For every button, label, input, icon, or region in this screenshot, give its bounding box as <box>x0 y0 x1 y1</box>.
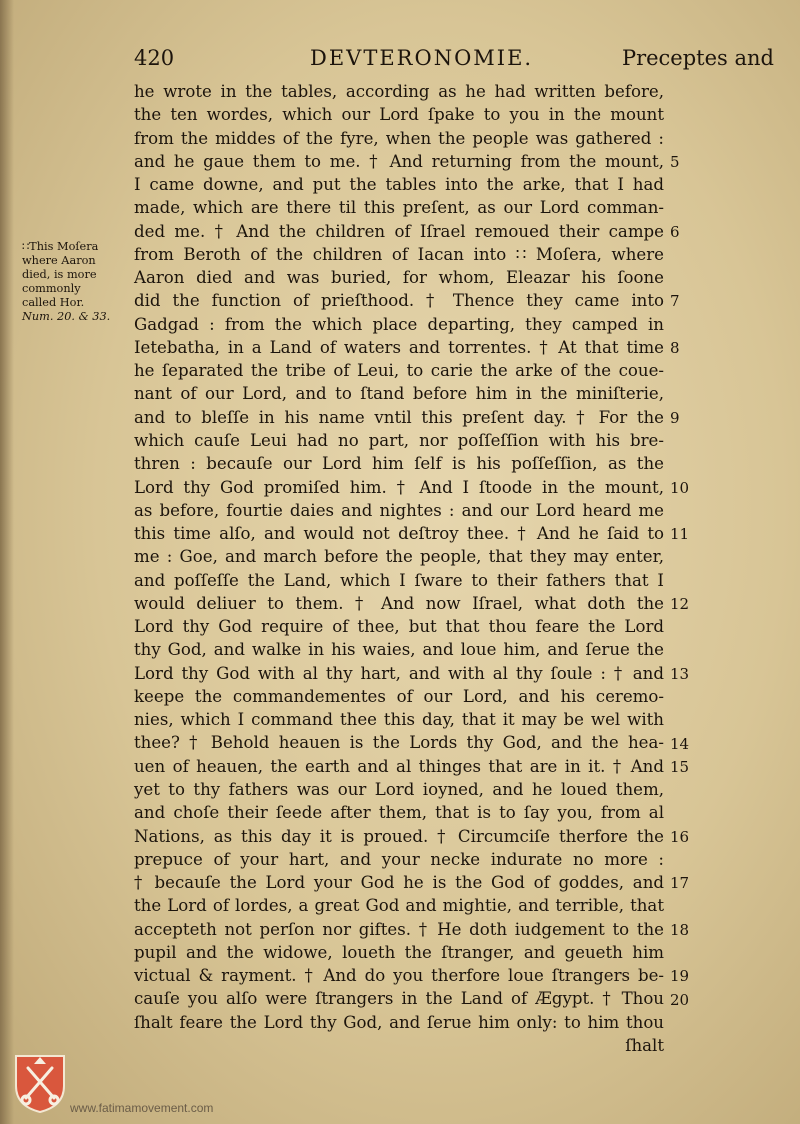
margin-note-line: commonly <box>22 282 81 295</box>
text-line: did the function of prieſthood. † Thence they came into <box>134 291 664 311</box>
text-line: yet to thy fathers was our Lord ioyned, and he loued them, <box>134 779 664 799</box>
text-line: ſhalt feare the Lord thy God, and ſerue him only: to him thou <box>134 1012 664 1032</box>
margin-note-line: died, is more <box>22 268 97 281</box>
running-topic: Preceptes and <box>621 46 774 70</box>
text-line: from the middes of the fyre, when the people was gathered : <box>134 128 664 148</box>
verse-number: 11 <box>670 525 690 544</box>
verse-number: 14 <box>670 734 690 753</box>
verse-number: 13 <box>670 664 690 683</box>
verse-number: 8 <box>670 338 680 357</box>
text-line: Ietebatha, in a Land of waters and torrentes. † At that time <box>134 337 664 357</box>
text-line: uen of heauen, the earth and al thinges that are in it. † And <box>134 756 664 776</box>
page-gutter-shadow <box>0 0 14 1124</box>
text-line: I came downe, and put the tables into the arke, that I had <box>134 175 664 195</box>
text-line: prepuce of your hart, and your necke indurate no more : <box>134 849 664 869</box>
text-line: keepe the commandementes of our Lord, and his ceremo- <box>134 686 664 706</box>
margin-note-reference: Num. 20. & 33. <box>22 310 111 323</box>
text-line: and poſſeſſe the Land, which I ſware to their fathers that I <box>134 570 664 590</box>
verse-number: 15 <box>670 757 690 776</box>
verse-number: 9 <box>670 408 680 427</box>
papal-keys-seal-icon <box>12 1052 68 1114</box>
text-line: from Beroth of the children of Iacan into ∷ Moſera, where <box>134 244 664 264</box>
verse-number: 20 <box>670 990 690 1009</box>
verse-number: 18 <box>670 920 690 939</box>
verse-number: 7 <box>670 292 680 311</box>
text-line: Nations, as this day it is proued. † Circumciſe therfore the <box>134 826 664 846</box>
verse-number: 12 <box>670 594 690 613</box>
text-line: Aaron died and was buried, for whom, Eleazar his ſoone <box>134 268 664 288</box>
text-line: † becauſe the Lord your God he is the God of goddes, and <box>134 873 664 893</box>
text-line: thee? † Behold heauen is the Lords thy God, and the hea- <box>134 733 664 753</box>
website-link[interactable]: www.fatimamovement.com <box>70 1101 214 1115</box>
verse-number: 16 <box>670 827 690 846</box>
text-line: accepteth not perſon nor giftes. † He doth iudgement to the <box>134 919 664 939</box>
text-line: and choſe their ſeede after them, that is to ſay you, from al <box>134 803 664 823</box>
text-line: ſhalt <box>625 1035 664 1055</box>
text-line: Lord thy God with al thy hart, and with al thy ſoule : † and <box>134 663 664 683</box>
text-line: nies, which I command thee this day, that it may be wel with <box>134 710 664 730</box>
verse-number: 10 <box>670 478 690 497</box>
text-line: Lord thy God require of thee, but that thou feare the Lord <box>134 617 664 637</box>
verse-number: 6 <box>670 222 680 241</box>
text-line: as before, fourtie daies and nightes : and our Lord heard me <box>134 500 664 520</box>
running-title: DEVTERONOMIE. <box>310 46 534 70</box>
margin-note-line: where Aaron <box>22 254 96 267</box>
text-line: cauſe you alſo were ſtrangers in the Land of Ægypt. † Thou <box>134 989 664 1009</box>
text-line: thren : becauſe our Lord him ſelf is his poſſeſſion, as the <box>134 454 664 474</box>
verse-number: 19 <box>670 967 690 986</box>
text-line: this time alſo, and would not deſtroy thee. † And he ſaid to <box>134 524 664 544</box>
text-line: he ſeparated the tribe of Leui, to carie the arke of the coue- <box>134 361 664 381</box>
verse-number: 17 <box>670 874 690 893</box>
margin-note-line: ∷This Moſera <box>22 240 99 253</box>
text-line: made, which are there til this preſent, as our Lord comman- <box>134 198 664 218</box>
margin-note <box>22 240 134 324</box>
text-line: thy God, and walke in his waies, and loue him, and ſerue the <box>134 640 664 660</box>
text-line: which cauſe Leui had no part, nor poſſeſſion with his bre- <box>134 430 664 450</box>
text-line: the Lord of lordes, a great God and mightie, and terrible, that <box>134 896 664 916</box>
text-line: would deliuer to them. † And now Iſrael, what doth the <box>134 593 664 613</box>
body-text <box>134 80 664 1057</box>
text-line: and to bleſſe in his name vntil this preſent day. † For the <box>134 407 664 427</box>
page-header <box>134 46 774 76</box>
text-line: victual & rayment. † And do you therfore loue ſtrangers be- <box>134 966 664 986</box>
page-number: 420 <box>134 46 175 70</box>
text-line: he wrote in the tables, according as he had written before, <box>134 82 664 101</box>
text-line: me : Goe, and march before the people, that they may enter, <box>134 547 664 567</box>
verse-number: 5 <box>670 152 680 171</box>
text-line: pupil and the widowe, loueth the ſtranger, and geueth him <box>134 942 664 962</box>
margin-note-line: called Hor. <box>22 296 85 309</box>
text-line: nant of our Lord, and to ſtand before him in the miniſterie, <box>134 384 664 404</box>
text-line: Gadgad : from the which place departing, they camped in <box>134 314 664 334</box>
text-line: and he gaue them to me. † And returning from the mount, <box>134 151 664 171</box>
text-line: Lord thy God promiſed him. † And I ſtoode in the mount, <box>134 477 664 497</box>
text-line: the ten wordes, which our Lord ſpake to you in the mount <box>134 105 664 125</box>
margin-note-lines <box>22 240 134 310</box>
text-line: ded me. † And the children of Iſrael remoued their campe <box>134 221 664 241</box>
